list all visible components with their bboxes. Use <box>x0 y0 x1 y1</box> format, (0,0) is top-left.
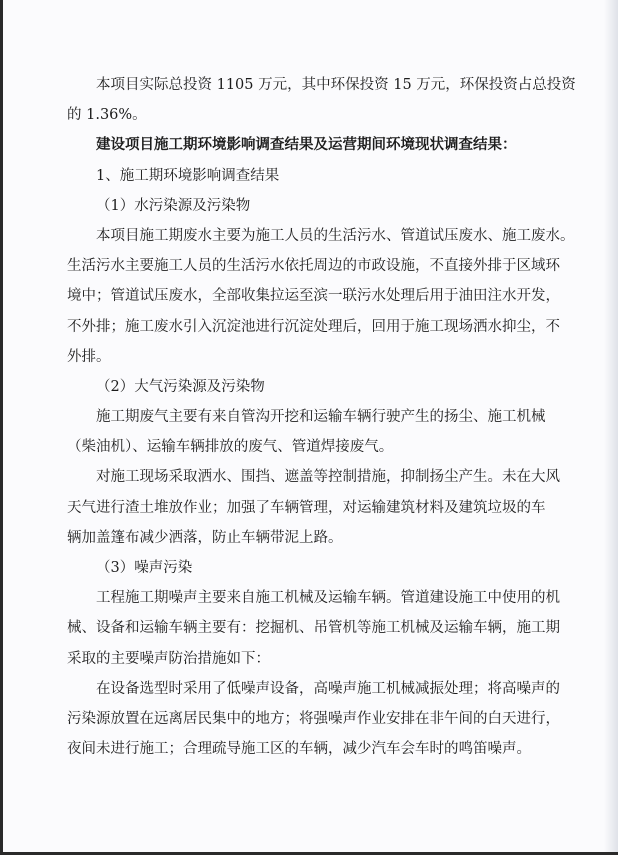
paragraph-air-measures-line-1: 对施工现场采取洒水、围挡、遮盖等控制措施，抑制扬尘产生。未在大风 <box>96 469 560 486</box>
item-heading-air: （2）大气污染源及污染物 <box>96 378 265 395</box>
paragraph-noise-line-3: 采取的主要噪声防治措施如下： <box>67 650 270 667</box>
paragraph-water-line-5: 外排。 <box>67 348 111 365</box>
document-body <box>67 70 576 764</box>
section-heading: 建设项目施工期环境影响调查结果及运营期间环境现状调查结果： <box>96 136 517 154</box>
paragraph-noise-line-2: 械、设备和运输车辆主要有：挖掘机、吊管机等施工机械及运输车辆，施工期 <box>67 620 560 637</box>
paragraph-air-line-2: （柴油机）、运输车辆排放的废气、管道焊接废气。 <box>67 439 394 456</box>
paragraph-investment-line-2: 的 1.36%。 <box>67 107 147 124</box>
paragraph-air-measures-line-2: 天气进行渣土堆放作业；加强了车辆管理，对运输建筑材料及建筑垃圾的车 <box>67 499 546 516</box>
item-heading-water: （1）水污染源及污染物 <box>96 197 251 214</box>
paragraph-noise-measures-line-3: 夜间未进行施工；合理疏导施工区的车辆，减少汽车会车时的鸣笛噪声。 <box>67 741 531 758</box>
paragraph-water-line-2: 生活污水主要施工人员的生活污水依托周边的市政设施，不直接外排于区域环 <box>67 258 560 275</box>
paragraph-investment-line-1: 本项目实际总投资 1105 万元，其中环保投资 15 万元，环保投资占总投资 <box>96 77 576 93</box>
paragraph-air-measures-line-3: 辆加盖篷布减少洒落，防止车辆带泥上路。 <box>67 529 343 546</box>
paragraph-noise-measures-line-1: 在设备选型时采用了低噪声设备，高噪声施工机械减振处理；将高噪声的 <box>96 680 560 697</box>
paragraph-air-line-1: 施工期废气主要有来自管沟开挖和运输车辆行驶产生的扬尘、施工机械 <box>96 409 546 426</box>
paragraph-noise-line-1: 工程施工期噪声主要来自施工机械及运输车辆。管道建设施工中使用的机 <box>96 590 560 607</box>
paragraph-water-line-1: 本项目施工期废水主要为施工人员的生活污水、管道试压废水、施工废水。 <box>96 227 575 244</box>
paragraph-noise-measures-line-2: 污染源放置在远离居民集中的地方；将强噪声作业安排在非午间的白天进行， <box>67 710 560 727</box>
item-heading-noise: （3）噪声污染 <box>96 560 193 576</box>
paragraph-water-line-3: 境中；管道试压废水，全部收集拉运至滨一联污水处理后用于油田注水开发， <box>67 288 560 305</box>
subsection-heading-1: 1、施工期环境影响调查结果 <box>96 167 280 184</box>
paragraph-water-line-4: 不外排；施工废水引入沉淀池进行沉淀处理后，回用于施工现场洒水抑尘，不 <box>67 318 560 335</box>
